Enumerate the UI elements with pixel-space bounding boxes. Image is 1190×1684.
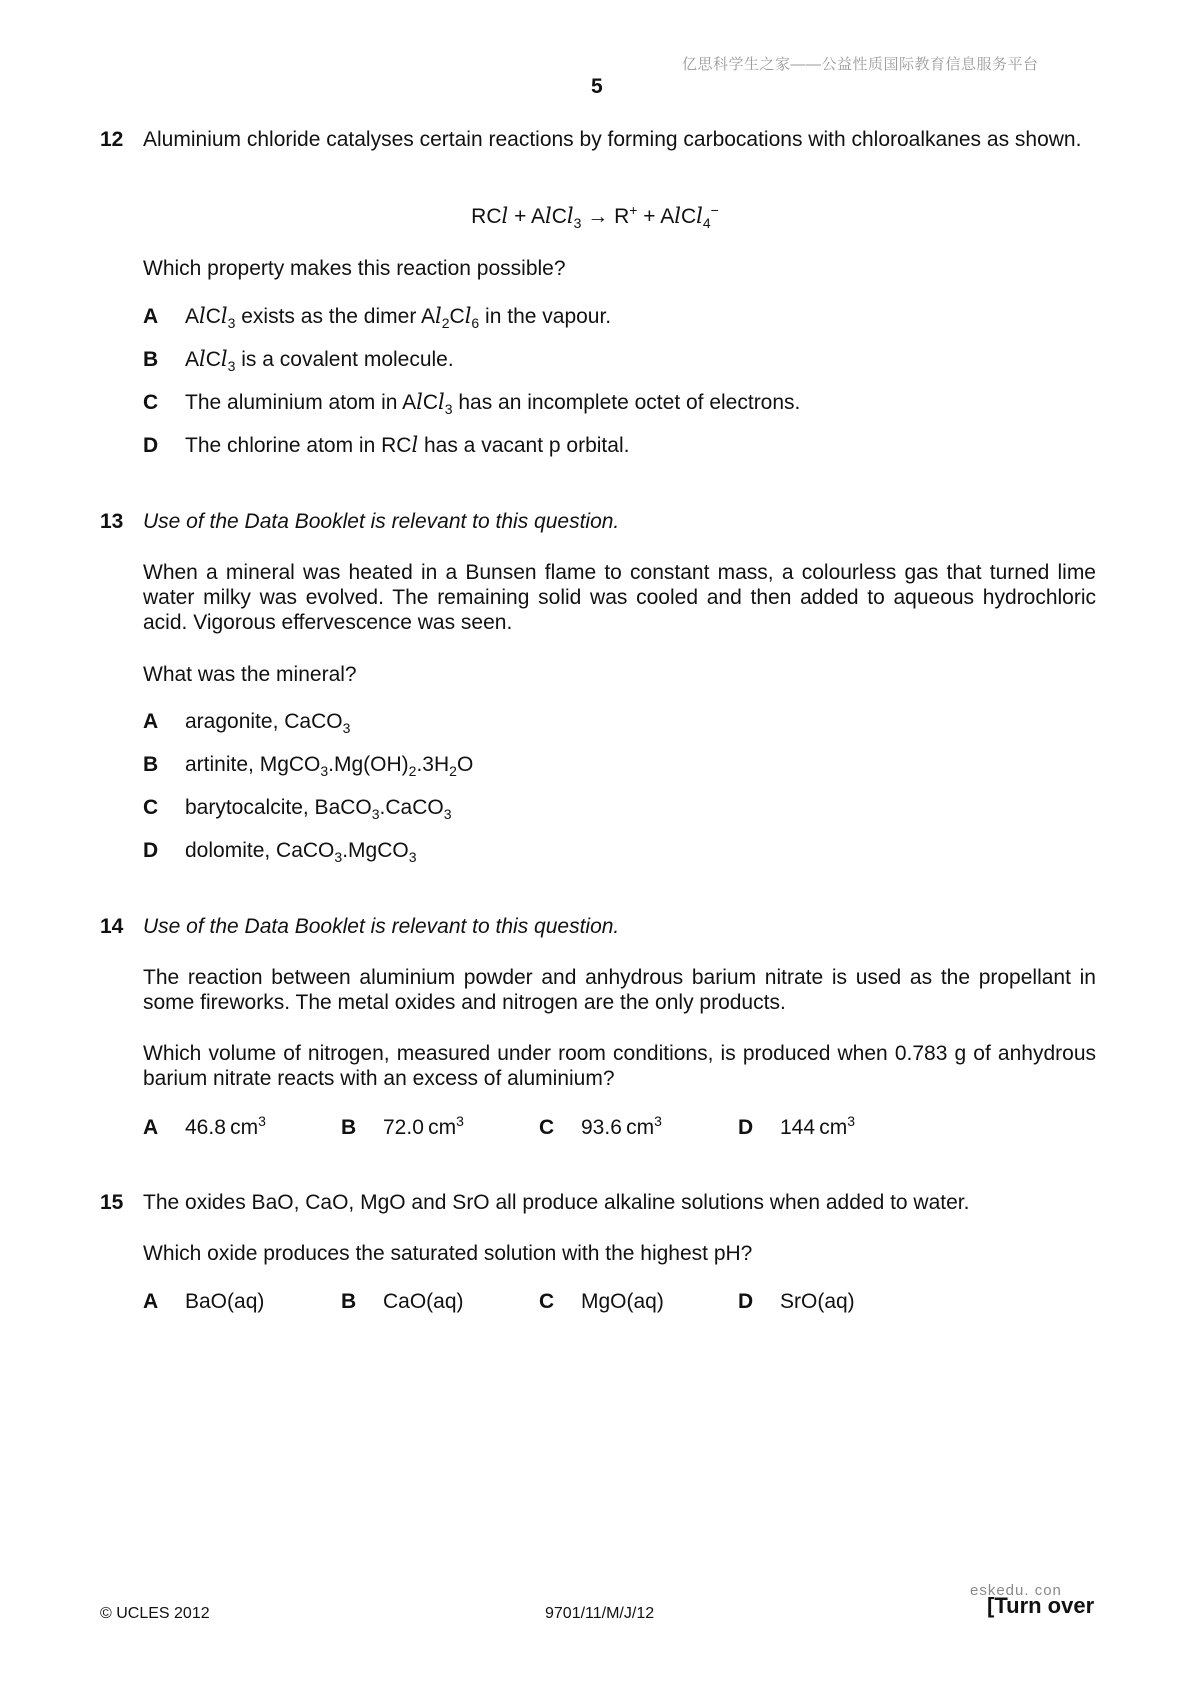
question-13-prompt: What was the mineral? <box>143 663 357 686</box>
option-text: SrO(aq) <box>780 1290 855 1313</box>
option-letter: C <box>539 1290 555 1313</box>
option-letter: A <box>143 710 159 733</box>
paper-code: 9701/11/M/J/12 <box>545 1605 655 1622</box>
option-letter: A <box>143 305 159 328</box>
question-12-prompt: Which property makes this reaction possible? <box>143 257 566 280</box>
unit-power: 3 <box>456 1113 464 1129</box>
q14-option-b[interactable] <box>341 1115 464 1140</box>
option-text: The aluminium atom in AlCl$_3$ has an incomplete octet of electrons. <box>185 390 801 417</box>
option-letter: B <box>341 1290 357 1313</box>
page-number: 5 <box>591 75 603 98</box>
question-15-prompt: Which oxide produces the saturated solution with the highest pH? <box>143 1242 753 1265</box>
q15-option-d[interactable] <box>738 1289 855 1314</box>
option-letter: C <box>143 796 159 819</box>
reaction-equation: RCl + AlCl$_3$ → R+ + AlCl$_4$− <box>471 202 719 231</box>
option-text: BaO(aq) <box>185 1290 265 1313</box>
option-unit: cm <box>819 1116 848 1139</box>
option-text: CaO(aq) <box>383 1290 464 1313</box>
option-letter: A <box>143 1290 159 1313</box>
option-letter: C <box>143 391 159 414</box>
question-13-note: Use of the Data Booklet is relevant to this question. <box>143 510 620 533</box>
option-letter: B <box>143 753 159 776</box>
option-text: artinite, $MgCO_3.Mg(OH)_2.3H_2O$ <box>185 753 474 779</box>
option-letter: D <box>143 839 159 862</box>
option-value: 93.6 <box>581 1116 622 1139</box>
option-value: 46.8 <box>185 1116 226 1139</box>
option-unit: cm <box>428 1116 457 1139</box>
question-15-stem: The oxides BaO, CaO, MgO and SrO all produce alkaline solutions when added to water. <box>143 1191 970 1214</box>
option-letter: D <box>738 1290 754 1313</box>
option-text: aragonite, CaCO$_3$ <box>185 710 351 736</box>
question-14-note: Use of the Data Booklet is relevant to this question. <box>143 915 620 938</box>
question-number-15: 15 <box>100 1191 124 1214</box>
option-text: MgO(aq) <box>581 1290 664 1313</box>
option-letter: D <box>738 1116 754 1139</box>
option-text: The chlorine atom in RCl has a vacant p orbital. <box>185 433 630 457</box>
option-value: 72.0 <box>383 1116 424 1139</box>
option-text: dolomite, CaCO$_3$.MgCO$_3$ <box>185 839 417 865</box>
option-text: barytocalcite, BaCO$_3$.CaCO$_3$ <box>185 796 452 822</box>
option-text: AlCl$_3$ exists as the dimer $Al_2Cl_6$ in the vapour. <box>185 304 612 331</box>
option-unit: cm <box>230 1116 259 1139</box>
option-letter: B <box>143 348 159 371</box>
unit-power: 3 <box>847 1113 856 1129</box>
option-letter: C <box>539 1116 555 1139</box>
footer-watermark: eskedu. con <box>970 1582 1062 1599</box>
q14-option-c[interactable] <box>539 1115 662 1140</box>
question-12-stem: Aluminium chloride catalyses certain reactions by forming carbocations with chloroalkanes as shown. <box>143 128 1082 151</box>
option-unit: cm <box>626 1116 655 1139</box>
q15-option-c[interactable] <box>539 1289 664 1314</box>
header-watermark: 亿思科学生之家——公益性质国际教育信息服务平台 <box>682 56 1039 73</box>
question-14-prompt: Which volume of nitrogen, measured under room conditions, is produced when 0.783 g of anhydrous barium nitrate reacts with an excess of aluminium? <box>143 1042 1096 1090</box>
option-letter: D <box>143 434 159 457</box>
question-number-12: 12 <box>100 128 124 151</box>
question-number-13: 13 <box>100 510 124 533</box>
option-letter: A <box>143 1116 159 1139</box>
question-14-stem: The reaction between aluminium powder and anhydrous barium nitrate is used as the propellant in some fireworks. The metal oxides and nitrogen are the only products. <box>143 966 1096 1014</box>
question-number-14: 14 <box>100 915 124 938</box>
q14-option-a[interactable] <box>143 1115 266 1140</box>
q15-option-b[interactable] <box>341 1289 464 1314</box>
option-text: AlCl$_3$ is a covalent molecule. <box>185 347 454 374</box>
unit-power: 3 <box>654 1113 662 1129</box>
turn-over: [Turn over <box>987 1593 1095 1618</box>
option-value: 144 <box>780 1116 816 1139</box>
q15-option-a[interactable] <box>143 1289 264 1314</box>
unit-power: 3 <box>258 1113 266 1129</box>
option-letter: B <box>341 1116 357 1139</box>
question-13-stem: When a mineral was heated in a Bunsen flame to constant mass, a colourless gas that turned lime water milky was evolved. The remaining solid was cooled and then added to aqueous hydrochloric acid. Vigorous effervescence was seen. <box>143 561 1096 634</box>
copyright: © UCLES 2012 <box>100 1605 210 1622</box>
q14-option-d[interactable] <box>738 1115 855 1140</box>
